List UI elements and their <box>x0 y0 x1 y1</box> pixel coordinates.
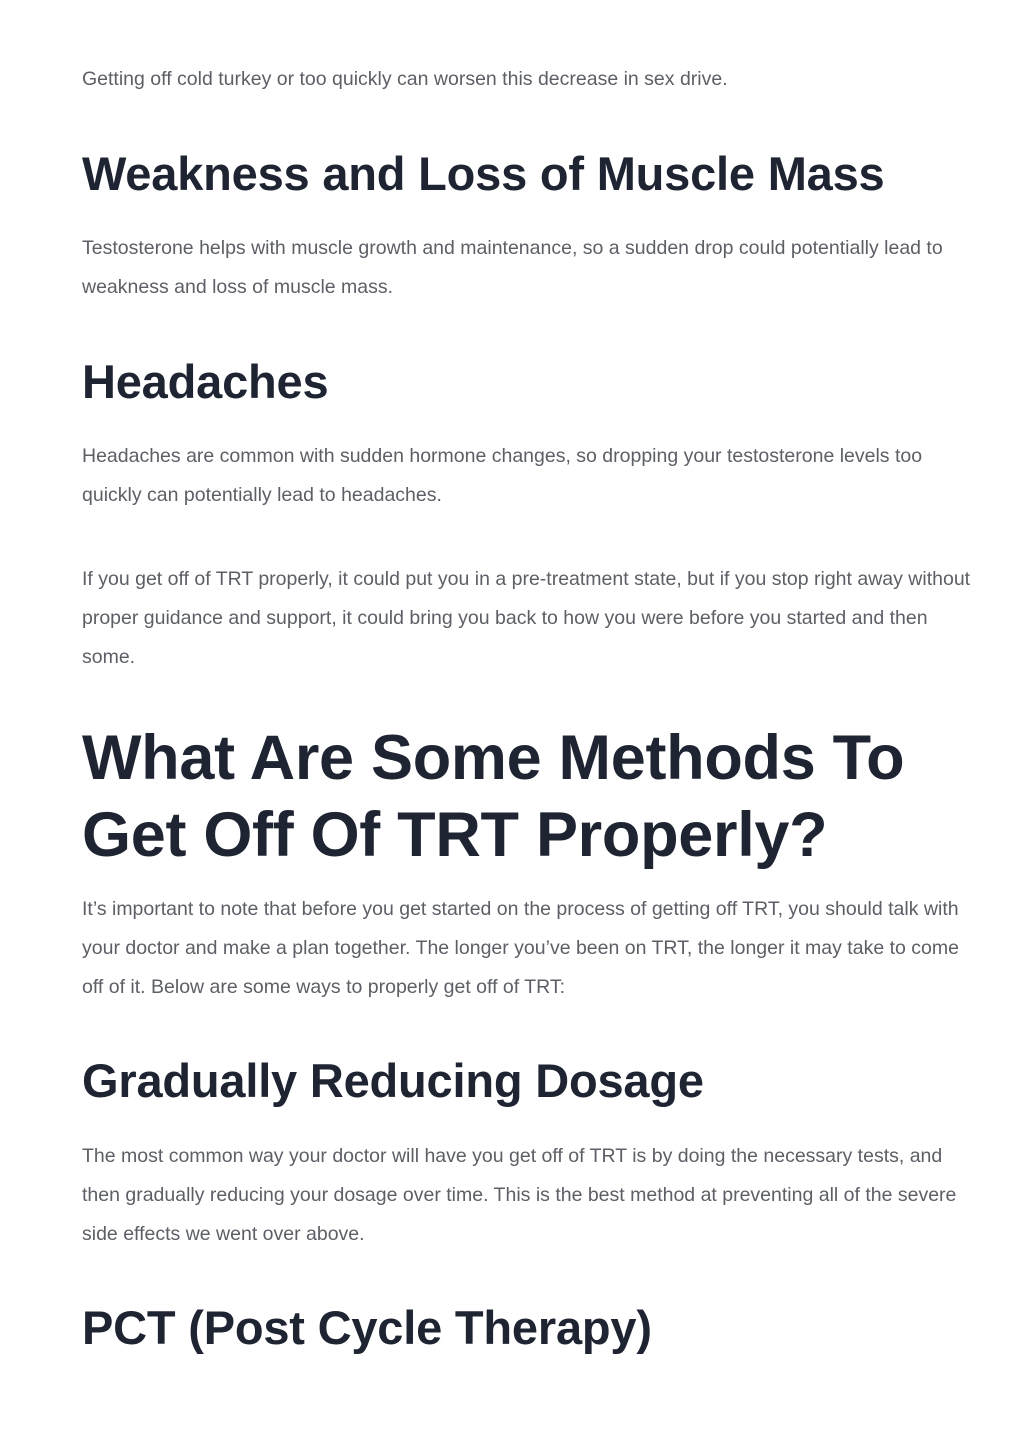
paragraph-gradual: The most common way your doctor will have you get off of TRT is by doing the necessary tests, and then gradually reducing your dosage over time. This is the best method at preventing all of the severe side effects we went over above. <box>82 1145 957 1245</box>
heading-gradual: Gradually Reducing Dosage <box>82 1054 704 1107</box>
heading-methods: What Are Some Methods To Get Off Of TRT Properly? <box>82 723 905 870</box>
heading-weakness: Weakness and Loss of Muscle Mass <box>82 147 885 200</box>
paragraph-weakness: Testosterone helps with muscle growth and maintenance, so a sudden drop could potentially lead to weakness and loss of muscle mass. <box>82 237 943 298</box>
intro-paragraph: Getting off cold turkey or too quickly can worsen this decrease in sex drive. <box>82 68 728 90</box>
paragraph-methods: It’s important to note that before you get started on the process of getting off TRT, you should talk with your doctor and make a plan together. The longer you’ve been on TRT, the longer it may take to come off of it. Below are some ways to properly get off of TRT: <box>82 898 959 998</box>
paragraph-summary: If you get off of TRT properly, it could put you in a pre-treatment state, but if you stop right away without proper guidance and support, it could bring you back to how you were before you started and then some. <box>82 568 971 668</box>
heading-pct: PCT (Post Cycle Therapy) <box>82 1301 652 1354</box>
paragraph-headaches: Headaches are common with sudden hormone changes, so dropping your testosterone levels too quickly can potentially lead to headaches. <box>82 445 923 506</box>
heading-headaches: Headaches <box>82 355 329 408</box>
